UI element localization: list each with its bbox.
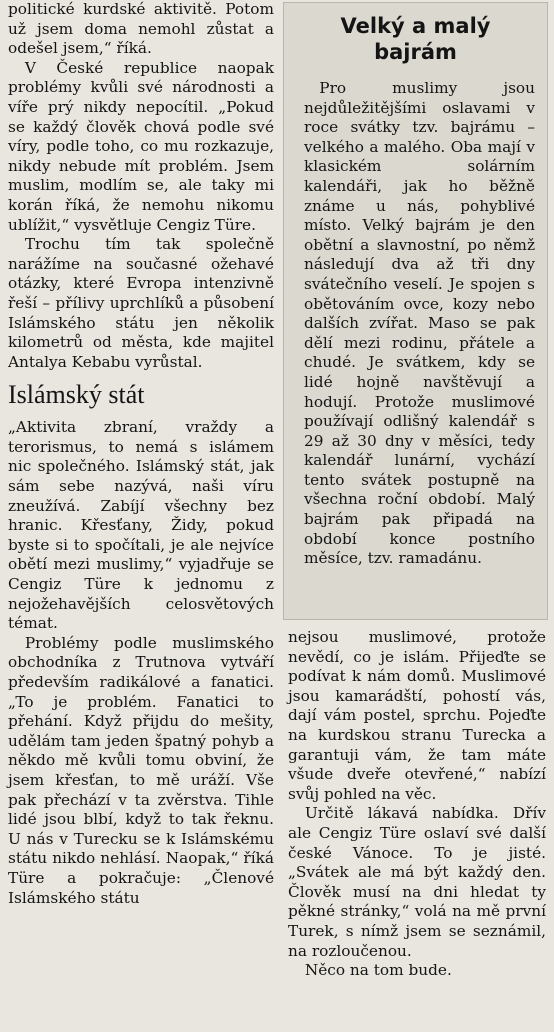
article-right-column (288, 628, 546, 981)
paragraph-closing: Něco na tom bude. (304, 961, 452, 980)
paragraph-europe-questions: Trochu tím tak společně narážíme na současné ožehavé otázky, které Evropa intenzivně řeší – přílivy uprchlíků a působení Islámského státu jen několik kilometrů od města, kde majitel Antalya Kebabu vyrůstal. (8, 235, 274, 371)
paragraph-radicals: Problémy podle muslimského obchodníka z Trutnova vytváří především radikálové a fanatici. „To je problém. Fanatici to přehání. Když přijdu do mešity, udělám tam jeden špatný pohyb a někdo mě kvůli tomu obviní, že jsem křesťan, to mě uráží. Vše pak přechází v ta zvěrstva. Tihle lidé jsou blbí, když to tak řeknu. U nás v Turecku se k Islámskému státu nikdo nehlásí. Naopak,“ říká Türe a pokračuje: „Členové Islámského státu (8, 633, 274, 907)
sidebar-body: Pro muslimy jsou nejdůležitějšími oslavami v roce svátky tzv. bajrámu – velkého a malého. Oba mají v klasickém solárním kalendáři, jak ho běžně známe u nás, pohyblivé místo. Velký bajrám je den obětní a slavnostní, po němž následují dva až tři dny svátečního veselí. Je spojen s obětováním ovce, kozy nebo dalších zvířat. Maso se pak dělí mezi rodinu, přátele a chudé. Je svátkem, kdy se lidé hojně navštěvují a hodují. Protože muslimové používají odlišný kalendář s 29 až 30 dny v měsíci, tedy kalendář lunární, vychází tento svátek postupně na všechna roční období. Malý bajrám pak připadá na období konce postního měsíce, tzv. ramadánu. (304, 79, 535, 568)
paragraph-no-problems: V České republice naopak problémy kvůli své národnosti a víře prý nikdy nepocítil. „Pokud se každý člověk chová podle své víry, podle toho, co mu rozkazuje, nikdy nebude mít problém. Jsem muslim, modlím se, ale taky mi korán říká, že nemohu nikomu ublížit,“ vysvětluje Cengiz Türe. (8, 58, 274, 234)
sidebar-title: Velký a malý bajrám (340, 14, 491, 64)
paragraph-christmas: Určitě lákavá nabídka. Dřív ale Cengiz Türe oslaví své další české Vánoce. To je jisté. „Svátek ale má být každý den. Člověk musí na dni hledat ty pěkné stránky,“ volá na mě první Turek, s nímž jsem se seznámil, na rozloučenou. (288, 804, 546, 960)
sidebar-box-bairam (283, 2, 548, 620)
paragraph-continuation: politické kurdské aktivitě. Potom už jsem doma nemohl zůstat a odešel jsem,“ říká. (8, 0, 274, 58)
subheading-islamic-state: Islámský stát (8, 380, 145, 410)
paragraph-violence-quote: „Aktivita zbraní, vraždy a terorismus, to nemá s islámem nic společného. Islámský stát, jak sám sebe nazývá, naši víru zneužívá. Zabíjí všechny bez hranic. Křesťany, Židy, pokud byste si to spočítali, je ale nejvíce obětí mezi muslimy,“ vyjadřuje se Cengiz Türe k jednomu z nejožehavějších celosvětových témat. (8, 418, 274, 633)
paragraph-not-muslims: nejsou muslimové, protože nevědí, co je islám. Přijeďte se podívat k nám domů. Muslimové jsou kamarádští, pohostí vás, dají vám postel, sprchu. Pojeďte na kurdskou stranu Turecka a garantuji vám, že tam máte všude dveře otevřené,“ nabízí svůj pohled na věc. (288, 628, 546, 803)
article-left-column (8, 0, 274, 908)
